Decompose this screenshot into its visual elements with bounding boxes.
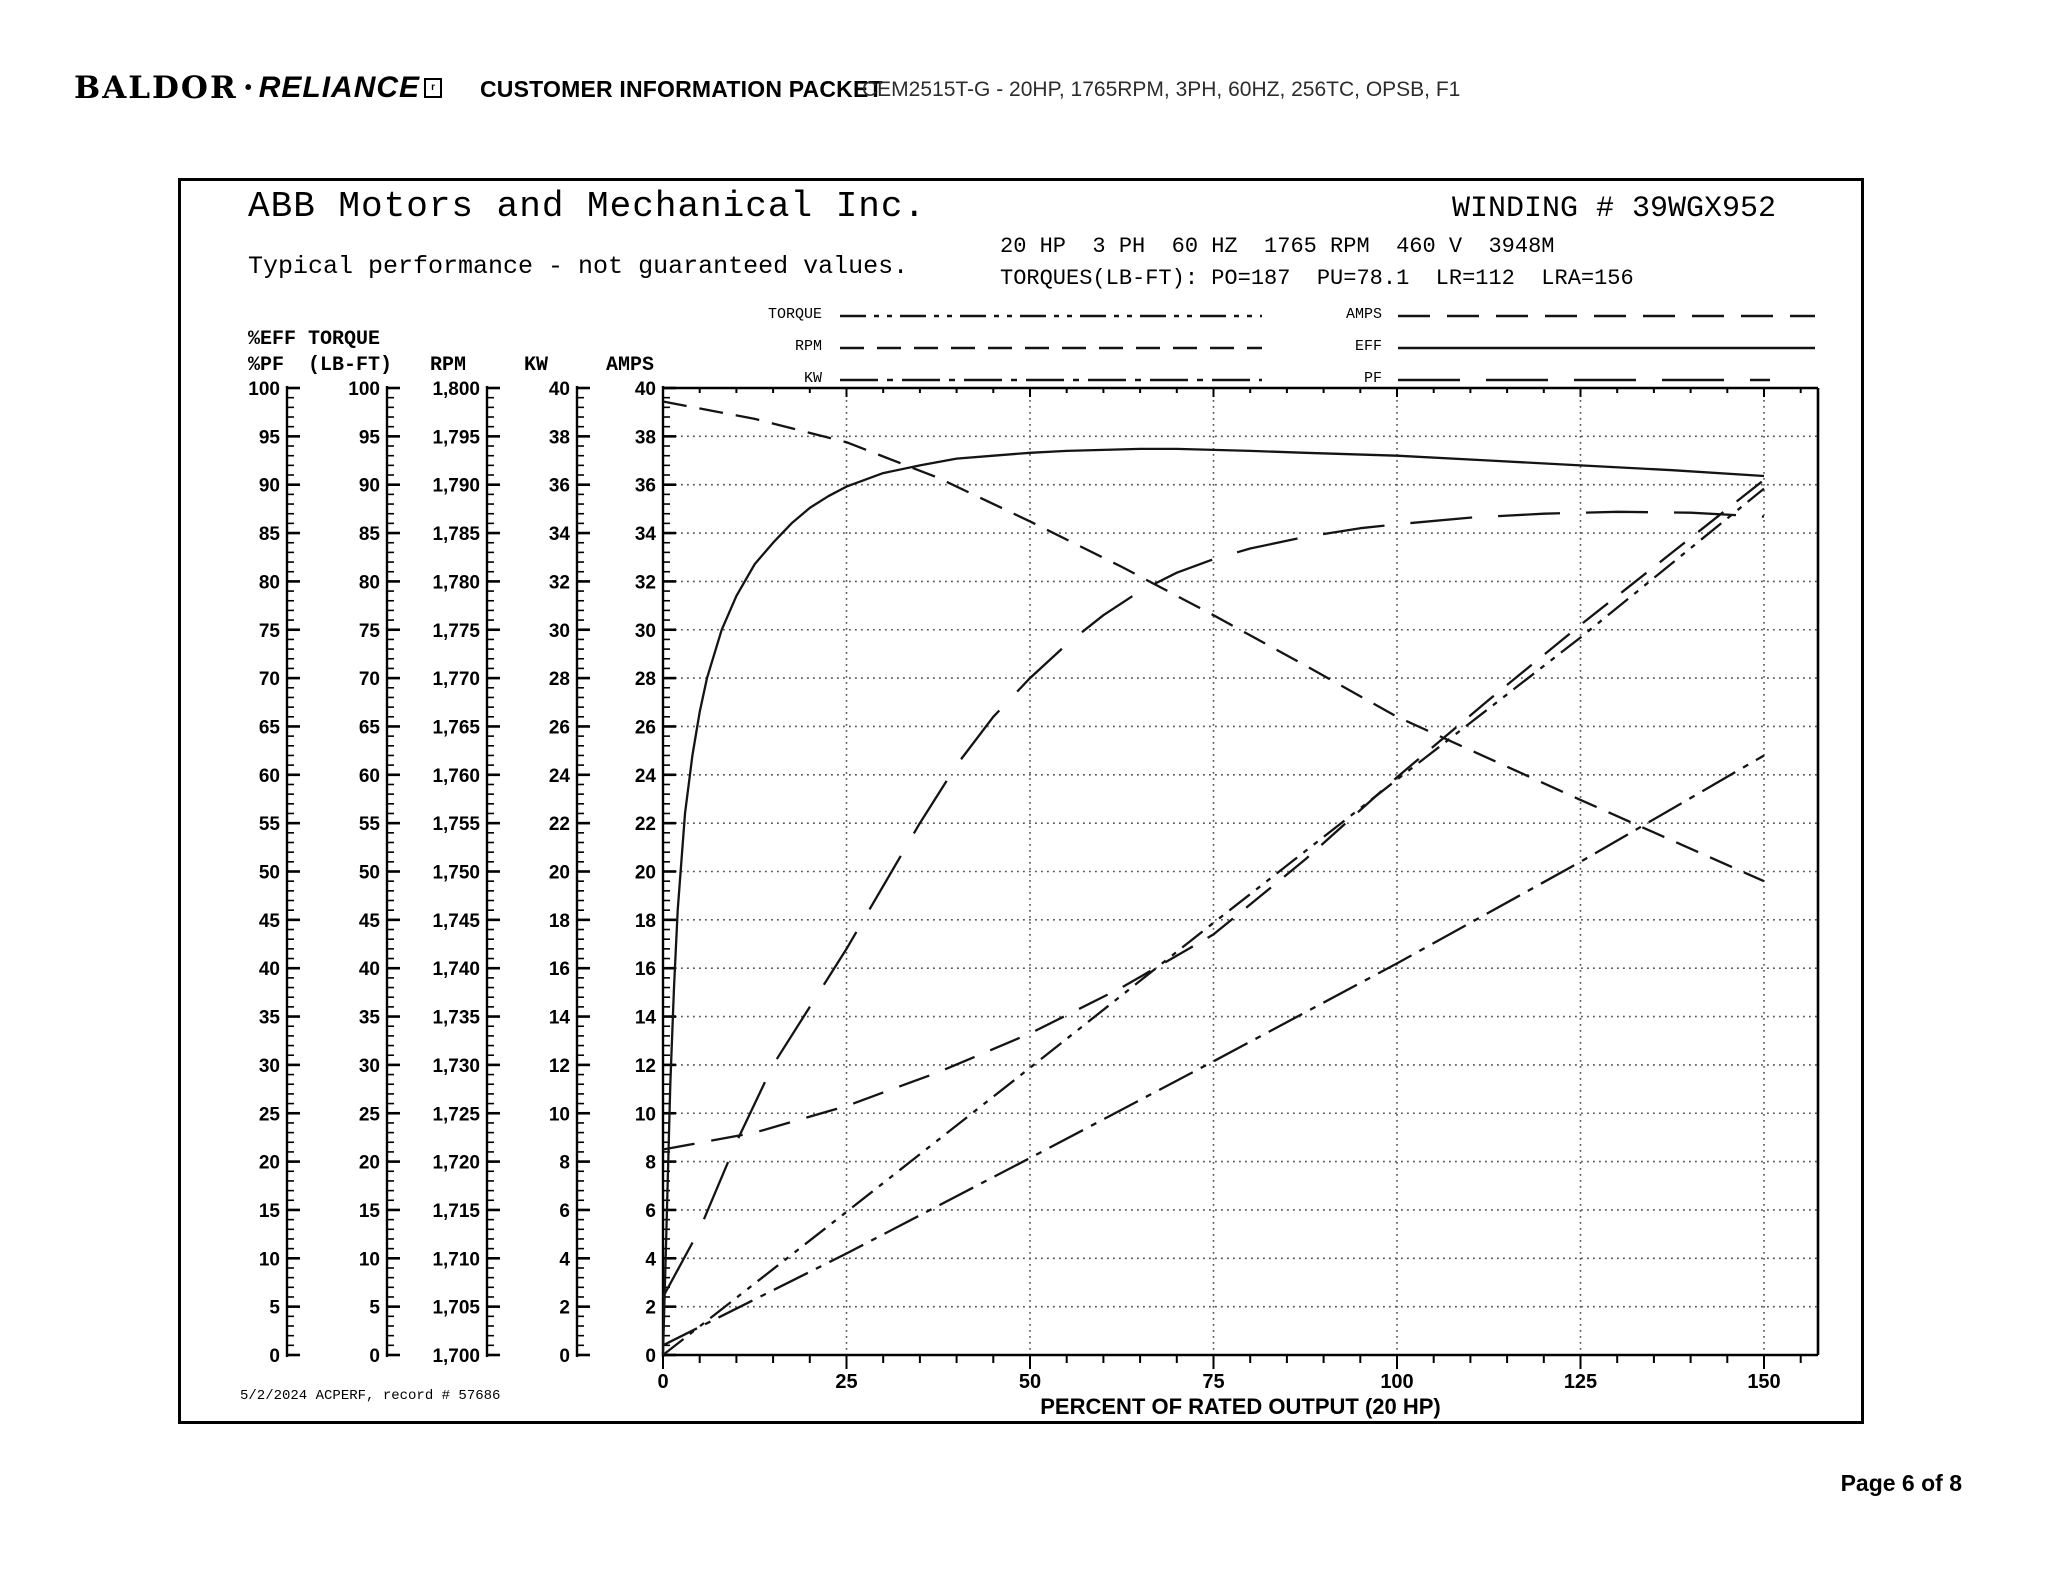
legend-label-amps: AMPS	[1345, 306, 1382, 323]
svg-text:(LB-FT): (LB-FT)	[308, 354, 393, 377]
svg-text:12: 12	[634, 1055, 656, 1077]
svg-text:32: 32	[634, 572, 656, 594]
svg-text:25: 25	[258, 1104, 280, 1126]
svg-text:5: 5	[269, 1297, 280, 1319]
axis-header-torque	[308, 328, 392, 377]
value-axis-amps	[606, 354, 676, 1367]
svg-text:4: 4	[559, 1249, 570, 1271]
legend-label-pf: PF	[1363, 370, 1382, 387]
svg-text:22: 22	[548, 814, 570, 836]
svg-text:%EFF: %EFF	[248, 328, 297, 351]
svg-text:95: 95	[258, 427, 280, 449]
svg-text:50: 50	[1018, 1371, 1042, 1393]
svg-text:36: 36	[634, 475, 656, 497]
svg-text:24: 24	[634, 765, 656, 787]
svg-text:14: 14	[634, 1007, 656, 1029]
svg-text:18: 18	[634, 910, 656, 932]
svg-text:34: 34	[548, 524, 570, 546]
svg-text:85: 85	[258, 524, 280, 546]
svg-text:1,765: 1,765	[432, 717, 480, 739]
svg-text:20: 20	[548, 862, 570, 884]
registered-mark-icon: r	[424, 78, 442, 98]
svg-text:90: 90	[258, 475, 280, 497]
svg-text:1,710: 1,710	[432, 1249, 480, 1271]
logo-baldor-text: BALDOR	[74, 70, 238, 106]
svg-text:5: 5	[369, 1297, 380, 1319]
svg-text:50: 50	[258, 862, 280, 884]
page-number: Page 6 of 8	[1840, 1470, 1962, 1496]
series-kw	[663, 756, 1764, 1346]
svg-text:1,705: 1,705	[432, 1297, 480, 1319]
svg-text:20: 20	[634, 862, 656, 884]
svg-text:16: 16	[634, 959, 656, 981]
value-axis-torque	[308, 328, 400, 1367]
svg-text:60: 60	[258, 765, 280, 787]
svg-text:40: 40	[634, 379, 656, 400]
svg-text:40: 40	[548, 379, 570, 400]
svg-text:10: 10	[358, 1249, 380, 1271]
svg-text:1,725: 1,725	[432, 1104, 480, 1126]
svg-text:KW: KW	[524, 354, 549, 377]
svg-text:6: 6	[559, 1200, 570, 1222]
svg-text:100: 100	[348, 379, 380, 400]
record-footnote: 5/2/2024 ACPERF, record # 57686	[240, 1388, 501, 1404]
series-eff	[663, 449, 1764, 1355]
svg-text:40: 40	[358, 959, 380, 981]
svg-text:1,775: 1,775	[432, 620, 480, 642]
axis-header-amps	[606, 354, 654, 377]
svg-text:12: 12	[548, 1055, 570, 1077]
legend-label-torque: TORQUE	[767, 306, 822, 323]
svg-text:1,735: 1,735	[432, 1007, 480, 1029]
axis-header-kw	[524, 354, 548, 377]
svg-text:0: 0	[369, 1346, 380, 1367]
svg-text:65: 65	[258, 717, 280, 739]
svg-text:36: 36	[548, 475, 570, 497]
svg-text:55: 55	[358, 814, 380, 836]
svg-text:15: 15	[258, 1200, 280, 1222]
svg-text:8: 8	[559, 1152, 570, 1174]
svg-text:75: 75	[1202, 1371, 1225, 1393]
legend-sample-lines	[840, 316, 1815, 380]
svg-text:18: 18	[548, 910, 570, 932]
svg-text:28: 28	[634, 669, 656, 691]
svg-text:1,745: 1,745	[432, 910, 480, 932]
svg-text:TORQUE: TORQUE	[308, 328, 381, 351]
axis-header-effpf	[248, 328, 296, 377]
svg-text:1,720: 1,720	[432, 1152, 480, 1174]
svg-text:AMPS: AMPS	[606, 354, 655, 377]
svg-text:1,770: 1,770	[432, 669, 480, 691]
svg-text:30: 30	[358, 1055, 380, 1077]
svg-text:1,700: 1,700	[432, 1346, 480, 1367]
svg-text:2: 2	[559, 1297, 570, 1319]
svg-text:1,730: 1,730	[432, 1055, 480, 1077]
logo-reliance-text: RELIANCE	[258, 71, 421, 104]
svg-text:8: 8	[645, 1152, 656, 1174]
axis-header-rpm	[430, 354, 466, 377]
svg-text:10: 10	[548, 1104, 570, 1126]
plot-grid	[663, 388, 1818, 1355]
svg-text:70: 70	[358, 669, 380, 691]
svg-text:150: 150	[1747, 1371, 1781, 1393]
svg-text:1,790: 1,790	[432, 475, 480, 497]
value-axis-rpm	[430, 354, 500, 1367]
legend-label-eff: EFF	[1354, 338, 1382, 355]
svg-text:20: 20	[258, 1152, 280, 1174]
legend-label-rpm: RPM	[794, 338, 822, 355]
svg-text:25: 25	[358, 1104, 380, 1126]
legend-label-kw: KW	[803, 370, 822, 387]
svg-text:60: 60	[358, 765, 380, 787]
svg-text:1,750: 1,750	[432, 862, 480, 884]
svg-text:80: 80	[358, 572, 380, 594]
x-axis-tick-labels	[657, 1371, 1780, 1393]
svg-text:6: 6	[645, 1200, 656, 1222]
torques-spec-line: TORQUES(LB-FT): PO=187 PU=78.1 LR=112 LRA=156	[1000, 266, 1634, 291]
svg-text:1,785: 1,785	[432, 524, 480, 546]
svg-text:35: 35	[258, 1007, 280, 1029]
svg-text:0: 0	[559, 1346, 570, 1367]
svg-text:10: 10	[258, 1249, 280, 1271]
svg-text:1,800: 1,800	[432, 379, 480, 400]
document-type-title: CUSTOMER INFORMATION PACKET	[480, 76, 883, 102]
x-axis-title: PERCENT OF RATED OUTPUT (20 HP)	[1040, 1394, 1441, 1419]
svg-text:100: 100	[1380, 1371, 1414, 1393]
svg-text:4: 4	[645, 1249, 656, 1271]
svg-text:90: 90	[358, 475, 380, 497]
svg-text:14: 14	[548, 1007, 570, 1029]
svg-text:24: 24	[548, 765, 570, 787]
svg-text:22: 22	[634, 814, 656, 836]
svg-text:26: 26	[634, 717, 656, 739]
svg-text:80: 80	[258, 572, 280, 594]
svg-text:15: 15	[358, 1200, 380, 1222]
svg-text:45: 45	[258, 910, 280, 932]
svg-text:35: 35	[358, 1007, 380, 1029]
svg-text:1,760: 1,760	[432, 765, 480, 787]
svg-text:10: 10	[634, 1104, 656, 1126]
svg-text:100: 100	[248, 379, 280, 400]
svg-text:26: 26	[548, 717, 570, 739]
value-axis-effpf	[248, 328, 300, 1367]
logo-dot-separator: •	[244, 76, 252, 99]
svg-text:16: 16	[548, 959, 570, 981]
svg-text:20: 20	[358, 1152, 380, 1174]
svg-text:40: 40	[258, 959, 280, 981]
svg-text:0: 0	[645, 1346, 656, 1367]
svg-text:75: 75	[258, 620, 280, 642]
svg-text:1,740: 1,740	[432, 959, 480, 981]
rating-spec-line: 20 HP 3 PH 60 HZ 1765 RPM 460 V 3948M	[1000, 234, 1555, 259]
svg-text:1,715: 1,715	[432, 1200, 480, 1222]
svg-text:55: 55	[258, 814, 280, 836]
company-name: ABB Motors and Mechanical Inc.	[248, 186, 927, 227]
svg-text:0: 0	[657, 1371, 669, 1393]
svg-text:125: 125	[1563, 1371, 1598, 1393]
svg-text:70: 70	[258, 669, 280, 691]
svg-text:32: 32	[548, 572, 570, 594]
svg-text:1,780: 1,780	[432, 572, 480, 594]
svg-text:30: 30	[634, 620, 656, 642]
value-axis-kw	[524, 354, 590, 1367]
svg-text:1,795: 1,795	[432, 427, 480, 449]
svg-text:38: 38	[548, 427, 570, 449]
series-torque	[663, 489, 1764, 1355]
svg-text:85: 85	[358, 524, 380, 546]
svg-text:2: 2	[645, 1297, 656, 1319]
svg-text:28: 28	[548, 669, 570, 691]
svg-text:25: 25	[835, 1371, 858, 1393]
svg-text:95: 95	[358, 427, 380, 449]
svg-text:45: 45	[358, 910, 380, 932]
motor-model-spec: CEM2515T-G - 20HP, 1765RPM, 3PH, 60HZ, 256TC, OPSB, F1	[862, 78, 1461, 101]
svg-text:30: 30	[258, 1055, 280, 1077]
disclaimer-text: Typical performance - not guaranteed values.	[248, 252, 909, 281]
winding-number: WINDING # 39WGX952	[1452, 192, 1777, 226]
svg-text:75: 75	[358, 620, 380, 642]
svg-text:RPM: RPM	[430, 354, 467, 377]
svg-text:0: 0	[269, 1346, 280, 1367]
svg-text:1,755: 1,755	[432, 814, 480, 836]
svg-text:%PF: %PF	[248, 354, 285, 377]
svg-text:65: 65	[358, 717, 380, 739]
svg-text:30: 30	[548, 620, 570, 642]
svg-text:34: 34	[634, 524, 656, 546]
svg-text:38: 38	[634, 427, 656, 449]
svg-text:50: 50	[358, 862, 380, 884]
